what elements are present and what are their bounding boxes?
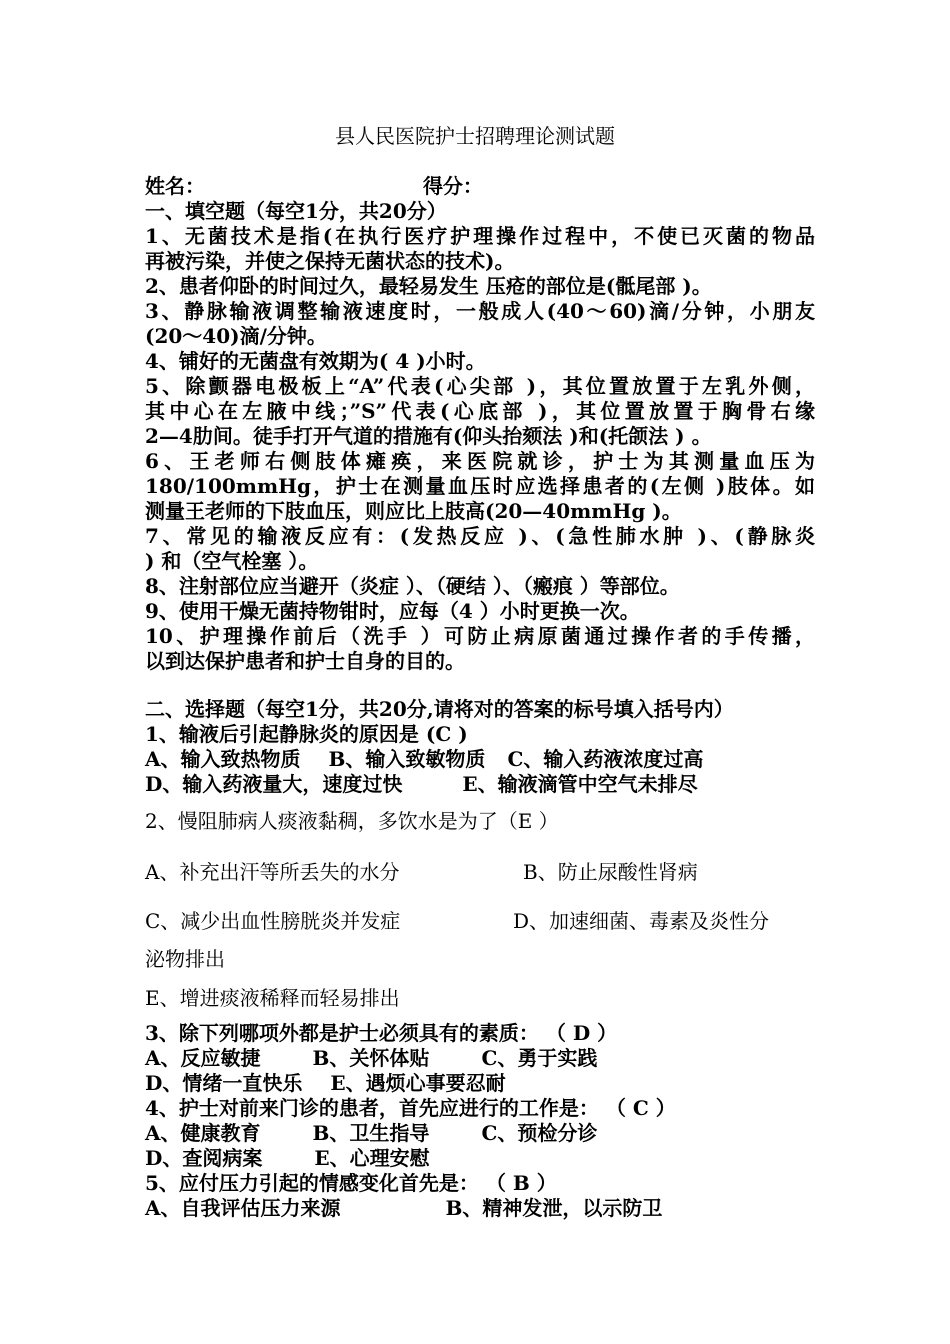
options-line [513, 907, 769, 935]
section-heading: 一、填空题（每空1分，共20分） [145, 199, 447, 223]
question-line: 其中心在左腋中线；”S”代表(心底部 )，其位置放置于胸骨右缘 [145, 399, 815, 423]
option-b: B、卫生指导 [312, 1121, 430, 1145]
option-d: D、情绪一直快乐 [145, 1071, 303, 1095]
option-a: A、反应敏捷 [145, 1046, 261, 1070]
question-line: 测量王老师的下肢血压，则应比上肢高(20—40mmHg )。 [145, 499, 682, 523]
option-a: A、补充出汗等所丢失的水分 [145, 860, 400, 884]
option-d: D、查阅病案 [145, 1146, 263, 1170]
question-line: 2、患者仰卧的时间过久，最轻易发生 压疮的部位是(骶尾部 )。 [145, 274, 712, 298]
option-b: B、精神发泄，以示防卫 [445, 1196, 663, 1220]
option-b: B、防止尿酸性肾病 [523, 860, 698, 884]
option-a: A、自我评估压力来源 [145, 1196, 341, 1220]
question-line: 5、除颤器电极板上“A”代表(心尖部 )，其位置放置于左乳外侧， [145, 374, 815, 398]
section-heading: 二、选择题（每空1分，共20分,请将对的答案的标号填入括号内） [145, 697, 734, 721]
option-b: B、关怀体贴 [312, 1046, 430, 1070]
options-line [145, 1071, 815, 1096]
options-line [145, 1046, 815, 1071]
question-line: 9、使用干燥无菌持物钳时，应每（4 ）小时更换一次。 [145, 599, 640, 623]
option-c: C、减少出血性膀胱炎并发症 [145, 909, 401, 933]
question-line: 3、静脉输液调整输液速度时，一般成人(40～60)滴/分钟，小朋友 [145, 299, 815, 323]
option-c: C、输入药液浓度过高 [507, 747, 704, 771]
question-line: 10、护理操作前后（洗手 ）可防止病原菌通过操作者的手传播， [145, 624, 815, 648]
question-line: 再被污染，并使之保持无菌状态的技术)。 [145, 249, 515, 273]
option-a: A、健康教育 [145, 1121, 261, 1145]
question-line: 以到达保护患者和护士自身的目的。 [145, 649, 465, 673]
score-label: 得分： [422, 174, 483, 198]
option-a: A、输入致热物质 [145, 747, 301, 771]
question-line: 7、常见的输液反应有：(发热反应 )、(急性肺水肿 )、(静脉炎 [145, 524, 815, 548]
option-d: D、加速细菌、毒素及炎性分 [513, 909, 770, 933]
question-line: 4、铺好的无菌盘有效期为( 4 )小时。 [145, 349, 486, 373]
option-e: E、心理安慰 [314, 1146, 430, 1170]
question-line: ) 和（空气栓塞 ）。 [145, 549, 319, 573]
question-line: 180/100mmHg，护士在测量血压时应选择患者的(左侧 )肢体。如 [145, 474, 815, 498]
options-line [145, 1196, 815, 1221]
options-line [145, 858, 399, 886]
question-stem: 1、输液后引起静脉炎的原因是 (C ) [145, 722, 468, 746]
question-stem: 3、除下列哪项外都是护士必须具有的素质： （ D ） [145, 1021, 618, 1045]
question-stem: 2、慢阻肺病人痰液黏稠，多饮水是为了（E ） [145, 809, 559, 833]
options-line [145, 772, 815, 797]
options-line [145, 747, 815, 772]
document-title: 县人民医院护士招聘理论测试题 [335, 124, 615, 148]
section-multiple-choice [145, 697, 815, 797]
options-line: 泌物排出 [145, 947, 225, 971]
question-line: 1、无菌技术是指(在执行医疗护理操作过程中，不使已灭菌的物品 [145, 224, 815, 248]
question-stem: 5、应付压力引起的情感变化首先是： （ B ） [145, 1171, 557, 1195]
option-e: E、遇烦心事要忍耐 [330, 1071, 506, 1095]
questions-3-5 [145, 1021, 815, 1221]
section-fill-in-blank [145, 174, 815, 674]
name-label: 姓名： [145, 174, 205, 198]
question-line: 8、注射部位应当避开（炎症 ）、（硬结 ）、（瘢痕 ）等部位。 [145, 574, 680, 598]
options-line: E、增进痰液稀释而轻易排出 [145, 986, 400, 1010]
options-line [145, 1121, 815, 1146]
question-line: (20～40)滴/分钟。 [145, 324, 327, 348]
option-c: C、预检分诊 [481, 1121, 598, 1145]
options-line [145, 907, 400, 935]
question-line: 2—4肋间。徒手打开气道的措施有(仰头抬颏法 )和(托颌法 ) 。 [145, 424, 712, 448]
question-stem: 4、护士对前来门诊的患者，首先应进行的工作是： （ C ） [145, 1096, 676, 1120]
option-b: B、输入致敏物质 [328, 747, 486, 771]
option-d: D、输入药液量大，速度过快 [145, 772, 403, 796]
header-line [145, 174, 815, 199]
option-c: C、勇于实践 [481, 1046, 598, 1070]
options-line [523, 858, 698, 886]
question-line: 6、王老师右侧肢体瘫痪，来医院就诊，护士为其测量血压为 [145, 449, 815, 473]
option-e: E、输液滴管中空气未排尽 [462, 772, 698, 796]
options-line [145, 1146, 815, 1171]
